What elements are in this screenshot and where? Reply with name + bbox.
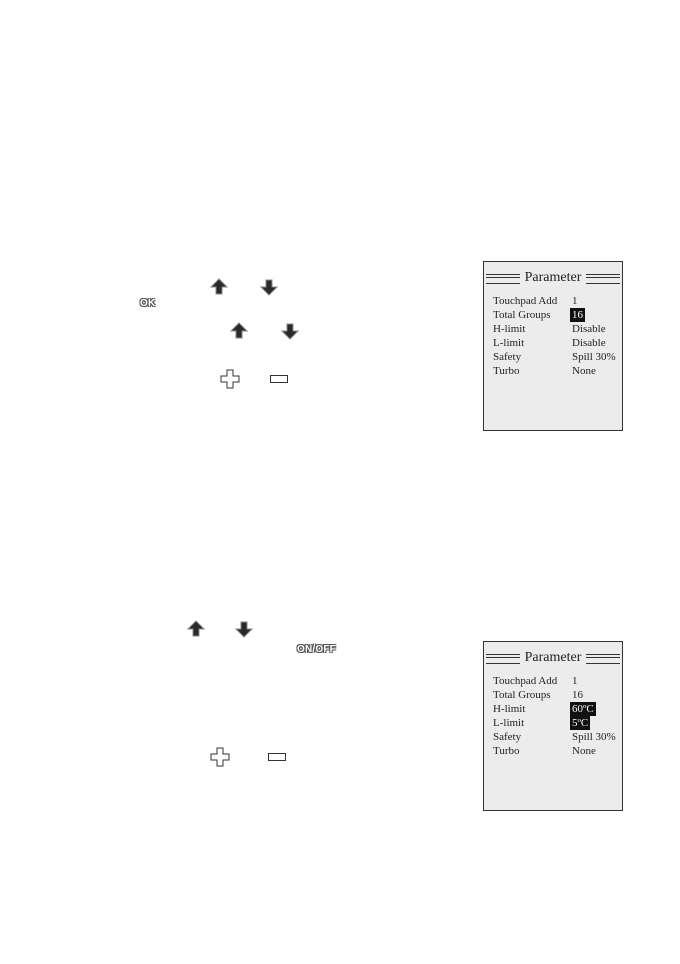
- parameter-row: [493, 688, 620, 702]
- parameter-value: 1: [572, 675, 578, 687]
- parameter-value: None: [572, 365, 596, 377]
- parameter-row: [493, 364, 620, 378]
- parameter-row: [493, 716, 620, 730]
- parameter-value: None: [572, 745, 596, 757]
- header-rule: [586, 274, 620, 284]
- parameter-label: Total Groups: [493, 309, 551, 321]
- parameter-row: [493, 322, 620, 336]
- parameter-label: Safety: [493, 351, 522, 363]
- parameter-row: [493, 294, 620, 308]
- parameter-value-selected: 16: [572, 309, 583, 321]
- parameter-label: Total Groups: [493, 689, 551, 701]
- parameter-row: [493, 308, 620, 322]
- parameter-label: L-limit: [493, 337, 525, 349]
- parameter-value: Disable: [572, 337, 606, 349]
- onoff-button-label: ON/OFF: [297, 644, 336, 655]
- parameter-label: Touchpad Add: [493, 675, 558, 687]
- arrow-up-icon: [210, 278, 228, 296]
- parameter-label: Turbo: [493, 365, 520, 377]
- parameter-list: [493, 294, 620, 378]
- parameter-panel-bottom: [483, 641, 623, 811]
- panel-title: Parameter: [524, 650, 582, 665]
- arrow-down-icon: [260, 278, 278, 296]
- plus-icon: [210, 747, 230, 767]
- minus-icon: [268, 753, 286, 761]
- parameter-row: [493, 702, 620, 716]
- panel-header: [484, 649, 622, 667]
- parameter-label: H-limit: [493, 323, 526, 335]
- parameter-label: L-limit: [493, 717, 525, 729]
- panel-header: [484, 269, 622, 287]
- parameter-row: [493, 730, 620, 744]
- panel-title: Parameter: [524, 270, 582, 285]
- parameter-value-selected: 5ºC: [572, 717, 589, 729]
- parameter-value: Disable: [572, 323, 606, 335]
- header-rule: [486, 274, 520, 284]
- parameter-label: Safety: [493, 731, 522, 743]
- arrow-up-icon: [187, 620, 205, 638]
- parameter-value: 1: [572, 295, 578, 307]
- parameter-label: H-limit: [493, 703, 526, 715]
- parameter-row: [493, 336, 620, 350]
- plus-icon: [220, 369, 240, 389]
- header-rule: [486, 654, 520, 664]
- parameter-list: [493, 674, 620, 758]
- parameter-panel-top: [483, 261, 623, 431]
- parameter-value: Spill 30%: [572, 731, 616, 743]
- parameter-value: 16: [572, 689, 583, 701]
- parameter-label: Turbo: [493, 745, 520, 757]
- header-rule: [586, 654, 620, 664]
- arrow-down-icon: [235, 620, 253, 638]
- ok-button-label: OK: [140, 298, 156, 309]
- parameter-row: [493, 744, 620, 758]
- arrow-down-icon: [281, 322, 299, 340]
- parameter-value-selected: 60ºC: [572, 703, 594, 715]
- parameter-label: Touchpad Add: [493, 295, 558, 307]
- parameter-value: Spill 30%: [572, 351, 616, 363]
- parameter-row: [493, 674, 620, 688]
- arrow-up-icon: [230, 322, 248, 340]
- parameter-row: [493, 350, 620, 364]
- minus-icon: [270, 375, 288, 383]
